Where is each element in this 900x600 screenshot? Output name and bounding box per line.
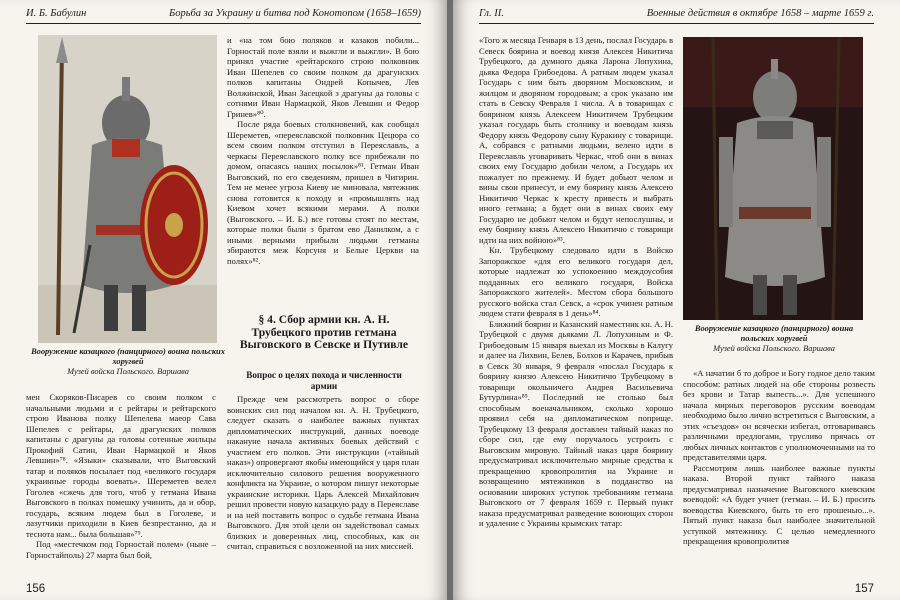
header-book-title: Борьба за Украину и битва под Конотопом (1658–1659) (169, 8, 421, 19)
section-title: § 4. Сбор армии кн. А. Н. Трубецкого против гетмана Выговского в Севске и Путивле (239, 313, 409, 351)
paragraph: Кн. Трубецкому следовало идти в Войско Запорожское «для его великого государя дел, которые надлежат ко успокоению междоусобия подданных его великого государя, Войска Запорожского жителей». Местом сбора большого русского войска стал Севск, а «срок учинен ратным людем стати февраля в 1 день»⁸⁴. (479, 245, 673, 318)
subsection-title: Вопрос о целях похода и численности армии (246, 370, 402, 391)
paragraph: После ряда боевых столкновений, как сообщал Шереметев, «переяславской полковник Цецюра со всем своим полком отступил в Переяславль, а черкасы Переяславского полку все прибежали по домом, опасаясь наших посылок»⁸¹. Гетман Иван Выговский, по его сведениям, пришел в Чигирин. Тем не менее угроза Киеву не миновала, мятежник снова готовится к походу и «промышлять над Киевом хочет всякими мерами. А полки (Выговского. – И. Б.) все готовы стоят по местам, которые полки были з братом ево Данилком, а с иными верными прибыли людьми гетманы збираются меж Корсуня и Белые Церкви на полях»⁸². (227, 119, 419, 266)
right-running-header (479, 6, 874, 24)
caption-source: Музей войска Польского. Варшава (713, 344, 835, 353)
header-author: И. Б. Бабулин (26, 8, 87, 19)
paragraph: Рассмотрим лишь наиболее важные пункты наказа. Второй пункт тайного наказа предусматривал назначение Выговского киевским воеводой: «А будет учнет (гетман. – И. Б.) просить воеводства Киевского, быть то его прошенью...». Пятый пункт наказа был наиболее значительной уступкой мятежнику. С целью немедленного прекращения кровопролития (683, 462, 875, 546)
right-photo-caption (679, 324, 869, 354)
right-page (453, 0, 900, 600)
header-running-title: Военные действия в октябре 1658 – марте 1659 г. (646, 8, 874, 19)
caption-title: Вооружение казацкого (панцирного) воина польских хоругвей (694, 324, 854, 343)
left-column-2-top (227, 35, 419, 311)
left-photo-caption (26, 347, 230, 377)
caption-title: Вооружение казацкого (панцирного) воина польских хоругвей (31, 347, 225, 366)
page-number-right: 157 (854, 583, 874, 595)
left-running-header (26, 6, 421, 24)
left-column-2-bottom (227, 394, 419, 577)
caption-source: Музей войска Польского. Варшава (67, 367, 189, 376)
paragraph: мен Скоряков-Писарев со своим полком с начальными людьми и с рейтары и рейтарского строю Иванова полку Шепелева маеор Сава Шепелев с рейтары, да драгунских полков капитаны с драгуны да головы сотенные жильцы Прокофий Сатин, Иван Нармацкой и Яков Левшин»⁷⁸. «Языки» сказывали, что Выговский татар и поляков посылает под «великого государя украинные городы воевать». Шереметев велел Гоголев «сжечь для того, чтоб у гетмана Ивана Выговского в полках помешку учинить, да и обор, государь, всяким людем был в Гоголеве, и лазутчики приходили в Киев безпрестанно, да и теснота нам... была большая»⁷⁹. (26, 392, 216, 539)
left-page (0, 0, 447, 600)
left-column-1 (26, 392, 216, 577)
header-chapter: Гл. II. (479, 8, 504, 19)
armor-photo-right (683, 37, 863, 320)
paragraph: «Того ж месяца Генваря в 13 день, послал Государь в Севеск боярина и воевод князя Алексея Никитича Трубецкого, да думного дьяка Ларона Лопухина, дьяка Федора Грибоедова. А ратным людем указал Государь с ним быть дворяном Московским, и жилцом и дворяном городовым; а срок указано им стать в Севску Февраля 1 числа. А в товарищах с боярином князь Алексеем Никитичем Трубецким указал государь быть столнику и воеводам князь Федору князь Федорову сыну Куракину с товарищи. А, собрався с ратными людьми, велено идти в Переяславль уговаривать Черкас, чтоб они в винах своих ему Государю добили челом, а Государь их пожалует по прежнему. И будет добьют челом и вины свои принесут, и ему боярину князь Алексею Никитичю Черкас к кресту привесть и выбрать иного гетмана; а будет они в винах своих ему Государю не добьют челом и будут непослушны, и ему боярину князь Алексею Никитичю с товарищи идти на них войною»⁸³. (479, 35, 673, 245)
paragraph: и «на том бою поляков и казаков побили... Горностай поле взяли и выжгли и выжгли». В бою принял участие «рейтарского строю полковник Иван Шепелев со своим полком да драгунских полков капитаны Ондрей Копычев, Лев Волжинской, Иван Засецкой з драгуны да головы с сотнями Иван Нармацкой, Яков Левшин и Федор Гринев»⁸⁰. (227, 35, 419, 119)
right-column-1 (479, 35, 673, 577)
paragraph: Под «местечком под Горностай полем» (ныне – Горностайполь) 27 марта был бой, (26, 539, 216, 560)
right-column-2 (683, 368, 875, 578)
paragraph: Прежде чем рассмотреть вопрос о сборе воинских сил под началом кн. А. Н. Трубецкого, следует сказать о наиболее важных пунктах дипломатических инструкций, данных воеводе накануне начала активных боевых действий с участием его полков. Эти инструкции («тайный наказ») опровергают якобы имеющийся у царя план исключительно силового решения вооруженного конфликта на Украине, о котором пишут некоторые украинские историки. Царь Алексей Михайлович решил провести новую казацкую раду в Переяславе и на ней поставить вопрос о судьбе гетмана Ивана Выговского. Для этой цели он задействовал самых близких и доверенных лиц, способных, как он считал, справиться с возложенной на них миссией. (227, 394, 419, 551)
paragraph: Ближний боярин и Казанский наместник кн. А. Н. Трубецкой с двумя дьяками Л. Лопухиным и Ф. Грибоедовым 15 января выехал из Москвы в Калугу и далее на Лихвин, Белев, Болхов и Карачев, прибыв в Севск 30 января, 9 февраля «послал Государь к боярину князю Алексею Никитичю Трубецкому в товарищи окольничего Андрея Васильевича Бутурлина»⁸⁵. Последний не столько был способным военачальником, сколько хорошо проявил себя на дипломатическом поприще. Трубецкому 13 февраля доставлен тайный наказ по сборе сил, где ему поручалось устроить с Выговским мировую. Тайный наказ царя боярину предусматривал исключительно мирные средства к прекращению кровопролития на Украине и возвращению мятежников в подданство на основании широких уступок требованиям гетмана Выговского от 7 февраля 1659 г. Первый пункт наказа предусматривал разведение воюющих сторон и удаление с Украины крымских татар: (479, 318, 673, 528)
page-number-left: 156 (26, 583, 46, 595)
paragraph: «А начатии б то доброе и Богу годное дело таким способом: ратных людей на обе стороны розвесть без крови и Татар выпесть...». Для успешного начала мирных переговоров русским воеводам необходимо было лично встретиться с Выговским, а этих «съездов» он всячески избегал, отговариваясь различными предлогами, трусливо прячась от любых личных контактов с уполномоченными на то представителями царя. (683, 368, 875, 462)
armor-photo-left (38, 35, 217, 343)
